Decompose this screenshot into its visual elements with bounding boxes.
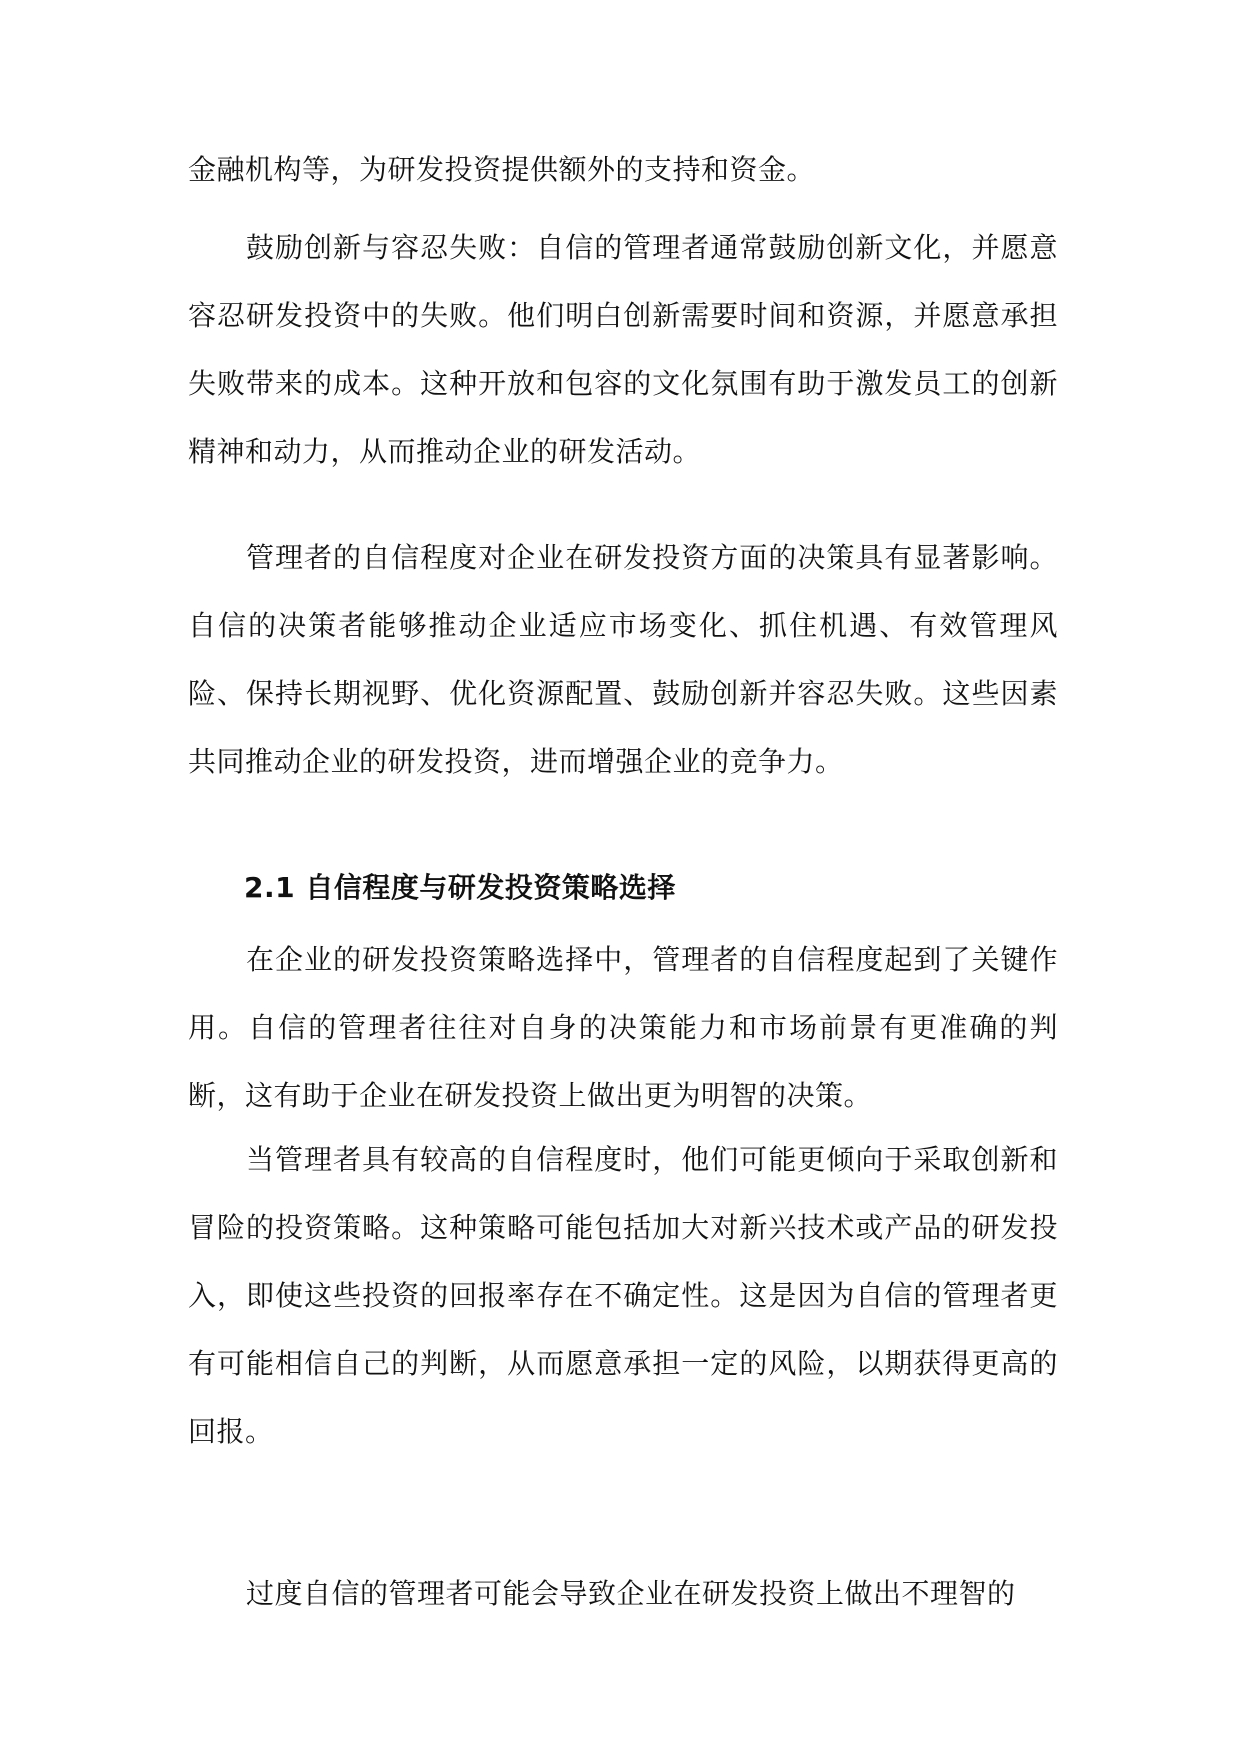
paragraph-high-confidence: 当管理者具有较高的自信程度时，他们可能更倾向于采取创新和冒险的投资策略。这种策略可能包括加大对新兴技术或产品的研发投入，即使这些投资的回报率存在不确定性。这是因为自信的管理者更有可能相信自己的判断，从而愿意承担一定的风险，以期获得更高的回报。: [188, 1143, 1058, 1448]
paragraph-strategy-choice: 在企业的研发投资策略选择中，管理者的自信程度起到了关键作用。自信的管理者往往对自身的决策能力和市场前景有更准确的判断，这有助于企业在研发投资上做出更为明智的决策。: [188, 943, 1058, 1112]
paragraph-continuation: 金融机构等，为研发投资提供额外的支持和资金。: [188, 153, 816, 186]
paragraph-overconfidence: 过度自信的管理者可能会导致企业在研发投资上做出不理智的: [246, 1577, 1016, 1610]
paragraph-summary: 管理者的自信程度对企业在研发投资方面的决策具有显著影响。自信的决策者能够推动企业适应市场变化、抓住机遇、有效管理风险、保持长期视野、优化资源配置、鼓励创新并容忍失败。这些因素共同推动企业的研发投资，进而增强企业的竞争力。: [188, 541, 1058, 778]
section-heading: 2.1 自信程度与研发投资策略选择: [244, 871, 676, 904]
paragraph-encourage-innovation: 鼓励创新与容忍失败：自信的管理者通常鼓励创新文化，并愿意容忍研发投资中的失败。他们明白创新需要时间和资源，并愿意承担失败带来的成本。这种开放和包容的文化氛围有助于激发员工的创新精神和动力，从而推动企业的研发活动。: [188, 231, 1058, 468]
